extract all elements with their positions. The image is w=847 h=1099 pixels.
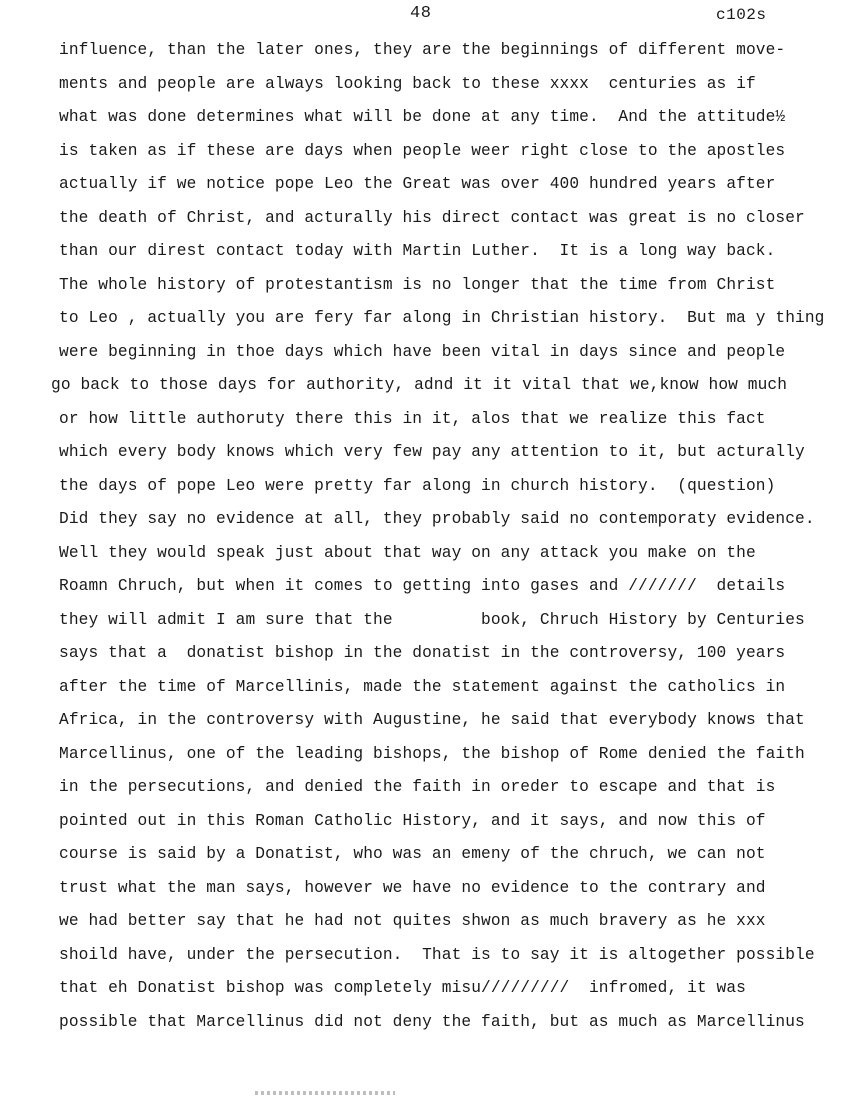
text-line — [0, 403, 847, 437]
text-line — [0, 168, 847, 202]
text-line — [0, 771, 847, 805]
line-text: Well they would speak just about that way on any attack you make on the — [59, 543, 756, 562]
line-text: what was done determines what will be done at any time. And the attitude½ — [59, 108, 786, 126]
line-text: says that a donatist bishop in the donatist in the controversy, 100 years — [59, 644, 786, 662]
scan-artifact-mark — [255, 1091, 395, 1095]
text-line — [0, 369, 847, 403]
line-text: than our direst contact today with Martin Luther. It is a long way back. — [59, 242, 776, 260]
text-line — [0, 336, 847, 370]
text-line — [0, 905, 847, 939]
text-line — [0, 503, 847, 537]
text-line — [0, 872, 847, 906]
text-line — [0, 68, 847, 102]
text-line — [0, 436, 847, 470]
line-text: is taken as if these are days when people weer right close to the apostles — [59, 141, 786, 160]
line-text: after the time of Marcellinis, made the statement against the catholics in — [59, 677, 786, 696]
text-line — [0, 101, 847, 135]
line-text: the death of Christ, and acturally his direct contact was great is no closer — [59, 208, 805, 227]
line-text: were beginning in thoe days which have been vital in days since and people — [59, 342, 786, 361]
line-text: go back to those days for authority, adnd it it vital that we,know how much — [51, 376, 788, 394]
line-text: Roamn Chruch, but when it comes to getting into gases and /////// details — [59, 577, 786, 595]
text-line — [0, 570, 847, 604]
line-text: Africa, in the controversy with Augustine, he said that everybody knows that — [59, 711, 805, 729]
page-number: 48 — [410, 4, 432, 23]
line-text: or how little authoruty there this in it, alos that we realize this fact — [59, 409, 766, 428]
text-line — [0, 939, 847, 973]
text-line — [0, 135, 847, 169]
text-line — [0, 972, 847, 1006]
text-line — [0, 637, 847, 671]
line-text: ments and people are always looking back to these xxxx centuries as if — [59, 74, 756, 93]
text-line — [0, 235, 847, 269]
line-text: we had better say that he had not quites shwon as much bravery as he xxx — [59, 912, 766, 930]
line-text: actually if we notice pope Leo the Great was over 400 hundred years after — [59, 175, 776, 193]
text-line — [0, 671, 847, 705]
line-text: they will admit I am sure that the book, Chruch History by Centuries — [59, 610, 805, 629]
text-line — [0, 704, 847, 738]
line-text: to Leo , actually you are fery far along in Christian history. But ma y thing — [59, 309, 825, 327]
line-text: possible that Marcellinus did not deny the faith, but as much as Marcellinus — [59, 1012, 805, 1031]
typed-body-text — [0, 34, 847, 1039]
text-line — [0, 604, 847, 638]
line-text: influence, than the later ones, they are the beginnings of different move- — [59, 41, 786, 59]
text-line — [0, 738, 847, 772]
document-id: c102s — [716, 6, 767, 24]
line-text: Marcellinus, one of the leading bishops, the bishop of Rome denied the faith — [59, 744, 805, 763]
line-text: Did they say no evidence at all, they probably said no contemporaty evidence. — [59, 510, 815, 528]
line-text: that eh Donatist bishop was completely misu///////// infromed, it was — [59, 979, 746, 997]
text-line — [0, 269, 847, 303]
line-text: the days of pope Leo were pretty far along in church history. (question) — [59, 476, 776, 495]
text-line — [0, 302, 847, 336]
text-line — [0, 537, 847, 571]
line-text: which every body knows which very few pay any attention to it, but acturally — [59, 443, 805, 461]
line-text: trust what the man says, however we have no evidence to the contrary and — [59, 878, 766, 897]
line-text: in the persecutions, and denied the faith in oreder to escape and that is — [59, 778, 776, 796]
text-line — [0, 470, 847, 504]
line-text: course is said by a Donatist, who was an emeny of the chruch, we can not — [59, 845, 766, 863]
text-line — [0, 838, 847, 872]
text-line — [0, 202, 847, 236]
text-line — [0, 34, 847, 68]
line-text: pointed out in this Roman Catholic History, and it says, and now this of — [59, 811, 766, 830]
text-line — [0, 805, 847, 839]
line-text: The whole history of protestantism is no longer that the time from Christ — [59, 275, 776, 294]
text-line — [0, 1006, 847, 1040]
line-text: shoild have, under the persecution. That is to say it is altogether possible — [59, 945, 815, 964]
